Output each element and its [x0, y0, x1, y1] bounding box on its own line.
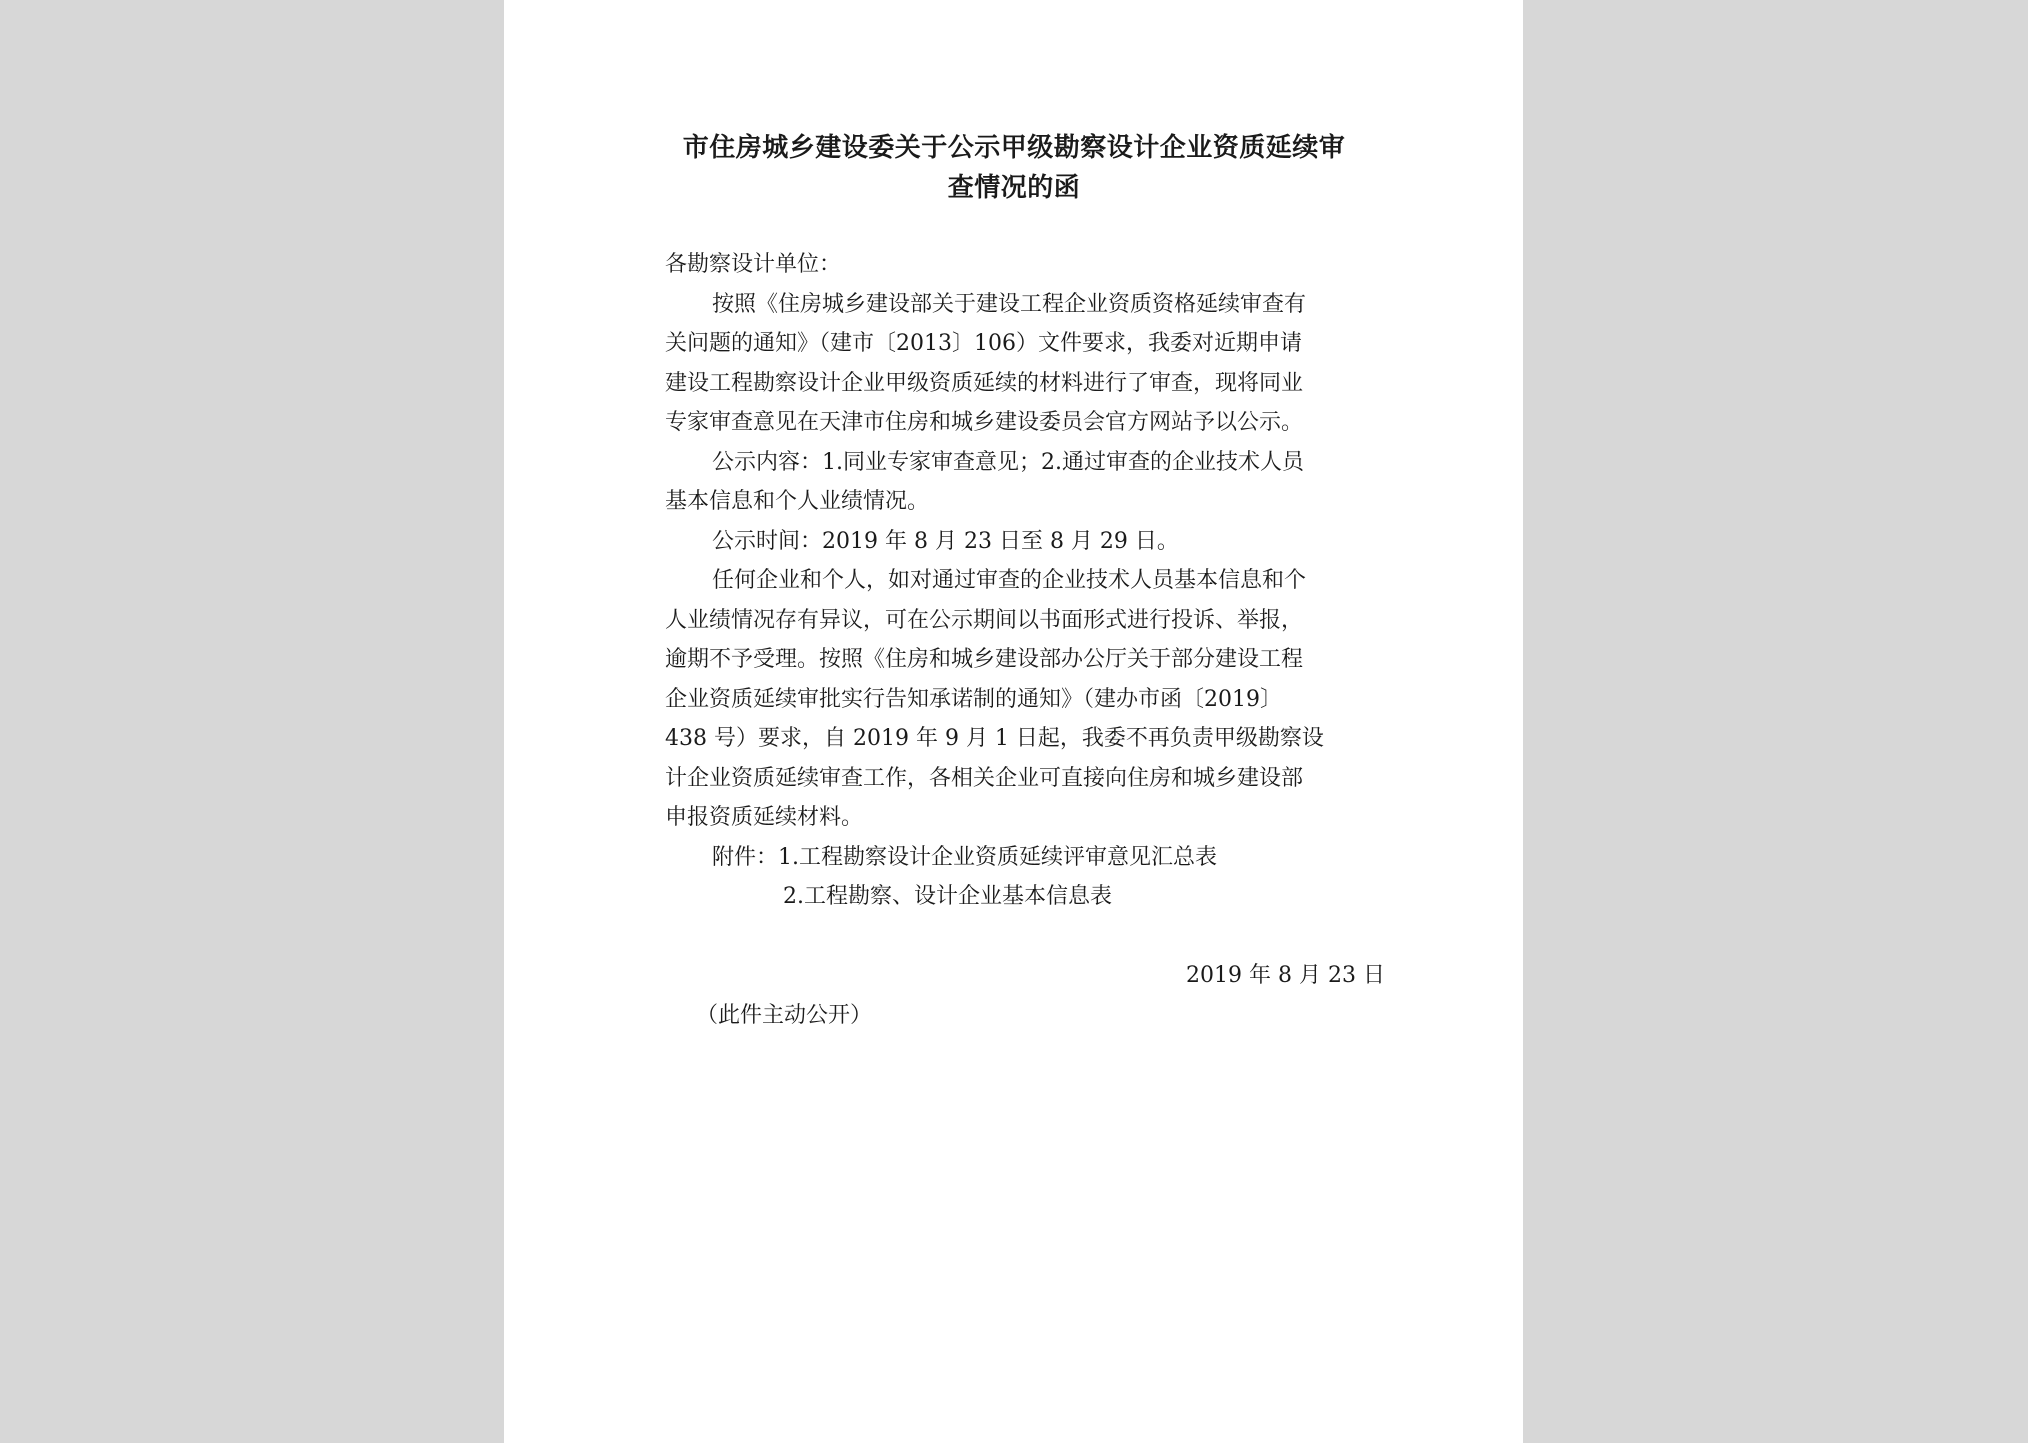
paragraph-line: 计企业资质延续审查工作，各相关企业可直接向住房和城乡建设部 [665, 765, 1304, 791]
paragraph-line: 申报资质延续材料。 [665, 805, 864, 830]
issue-date: 2019 年 8 月 23 日 [1186, 963, 1385, 988]
paragraph-line: 人业绩情况存有异议，可在公示期间以书面形式进行投诉、举报， [665, 607, 1304, 633]
document-page [504, 0, 1523, 1443]
document-body [665, 245, 1385, 917]
paragraph-line: 按照《住房城乡建设部关于建设工程企业资质资格延续审查有 [712, 291, 1307, 317]
paragraph-line: 公示时间：2019 年 8 月 23 日至 8 月 29 日。 [712, 528, 1179, 554]
disclosure-note: （此件主动公开） [696, 1003, 873, 1028]
paragraph-line: 专家审查意见在天津市住房和城乡建设委员会官方网站予以公示。 [665, 410, 1304, 435]
paragraph-line: 逾期不予受理。按照《住房和城乡建设部办公厅关于部分建设工程 [665, 647, 1304, 672]
page-title [654, 128, 1374, 208]
paragraph-line: 任何企业和个人，如对通过审查的企业技术人员基本信息和个 [712, 568, 1307, 593]
paragraph-line: 建设工程勘察设计企业甲级资质延续的材料进行了审查，现将同业 [665, 370, 1304, 396]
paragraph-line: 公示内容：1.同业专家审查意见；2.通过审查的企业技术人员 [712, 449, 1304, 475]
paragraph-line: 438 号）要求，自 2019 年 9 月 1 日起，我委不再负责甲级勘察设 [665, 726, 1324, 751]
paragraph-line: 企业资质延续审批实行告知承诺制的通知》（建办市函〔2019〕 [665, 686, 1282, 712]
paragraph-line: 关问题的通知》（建市〔2013〕106）文件要求，我委对近期申请 [665, 331, 1302, 356]
title-line: 市住房城乡建设委关于公示甲级勘察设计企业资质延续审 [682, 133, 1346, 163]
title-line: 查情况的函 [947, 173, 1081, 203]
attachment-item: 2.工程勘察、设计企业基本信息表 [783, 884, 1112, 909]
attachment-item: 附件：1.工程勘察设计企业资质延续评审意见汇总表 [712, 844, 1217, 870]
paragraph-line: 基本信息和个人业绩情况。 [665, 489, 930, 514]
salutation: 各勘察设计单位： [665, 252, 842, 277]
